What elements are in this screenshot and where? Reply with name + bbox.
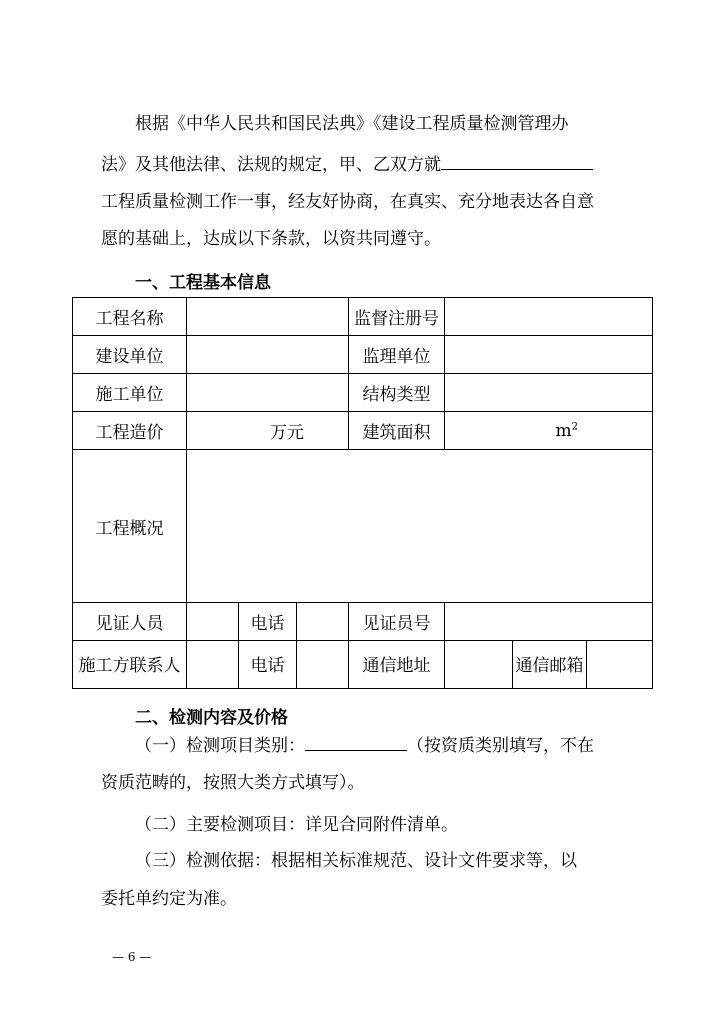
item1-note-cont: 资质范畴的，按照大类方式填写）。 [101, 773, 365, 793]
witness-no-value[interactable] [445, 603, 653, 641]
table-row [73, 336, 653, 374]
intro-line-2 [101, 147, 623, 184]
project-name-value[interactable] [187, 298, 349, 336]
table-row [73, 298, 653, 336]
builder-phone-value[interactable] [297, 641, 349, 689]
item1-label: （一）检测项目类别： [135, 736, 305, 756]
postcode-value[interactable] [587, 641, 653, 689]
section2-item3-line2 [101, 881, 623, 918]
intro-text-4: 愿的基础上，达成以下条款，以资共同遵守。 [101, 229, 441, 249]
cost-unit: 万元 [270, 423, 305, 443]
section1-title: 一、工程基本信息 [135, 273, 271, 293]
structure-type-value[interactable] [445, 374, 653, 412]
supervision-reg-no-value[interactable] [445, 298, 653, 336]
item1-note: （按资质类别填写，不在 [407, 736, 594, 756]
project-name-label: 工程名称 [73, 298, 187, 336]
construction-unit-value[interactable] [187, 336, 349, 374]
table-row [73, 603, 653, 641]
test-category-blank[interactable] [305, 736, 407, 751]
project-info-table [72, 297, 653, 689]
builder-unit-value[interactable] [187, 374, 349, 412]
area-unit: m [555, 420, 572, 441]
address-value[interactable] [445, 641, 513, 689]
project-cost-value[interactable] [187, 412, 349, 450]
table-row [73, 412, 653, 450]
intro-text-2: 法》及其他法律、法规的规定，甲、乙双方就 [101, 155, 441, 175]
project-cost-label: 工程造价 [73, 412, 187, 450]
table-row [73, 450, 653, 603]
item3-text-cont: 委托单约定为准。 [101, 889, 237, 909]
overview-value[interactable] [187, 450, 653, 603]
page-number: — 6 — [112, 950, 152, 964]
supervision-reg-no-label: 监督注册号 [349, 298, 445, 336]
builder-contact-value[interactable] [187, 641, 239, 689]
intro-text-3: 工程质量检测工作一事，经友好协商，在真实、充分地表达各自意 [101, 192, 594, 212]
supervising-unit-label: 监理单位 [349, 336, 445, 374]
witness-phone-label: 电话 [239, 603, 297, 641]
building-area-value[interactable] [445, 412, 653, 450]
intro-line-4 [101, 221, 623, 258]
builder-contact-label: 施工方联系人 [73, 641, 187, 689]
table-row [73, 641, 653, 689]
builder-unit-label: 施工单位 [73, 374, 187, 412]
project-name-blank[interactable] [441, 155, 593, 170]
witness-no-label: 见证员号 [349, 603, 445, 641]
area-unit-superscript: 2 [571, 420, 579, 432]
item2-text: （二）主要检测项目：详见合同附件清单。 [135, 815, 458, 835]
witness-phone-value[interactable] [297, 603, 349, 641]
postcode-label: 通信邮箱 [513, 641, 587, 689]
section2-item3 [101, 843, 623, 880]
intro-line-1 [101, 106, 623, 143]
construction-unit-label: 建设单位 [73, 336, 187, 374]
overview-label: 工程概况 [73, 450, 187, 603]
witness-value[interactable] [187, 603, 239, 641]
intro-line-3 [101, 184, 623, 221]
building-area-label: 建筑面积 [349, 412, 445, 450]
section2-item2 [101, 807, 623, 844]
table-row [73, 374, 653, 412]
witness-label: 见证人员 [73, 603, 187, 641]
section2-item1-line2 [101, 765, 623, 802]
address-label: 通信地址 [349, 641, 445, 689]
intro-text-1: 根据《中华人民共和国民法典》《建设工程质量检测管理办 [135, 114, 569, 134]
supervising-unit-value[interactable] [445, 336, 653, 374]
section2-title: 二、检测内容及价格 [135, 708, 288, 728]
structure-type-label: 结构类型 [349, 374, 445, 412]
item3-text: （三）检测依据：根据相关标准规范、设计文件要求等，以 [135, 851, 577, 871]
builder-phone-label: 电话 [239, 641, 297, 689]
section2-item1 [101, 728, 623, 765]
